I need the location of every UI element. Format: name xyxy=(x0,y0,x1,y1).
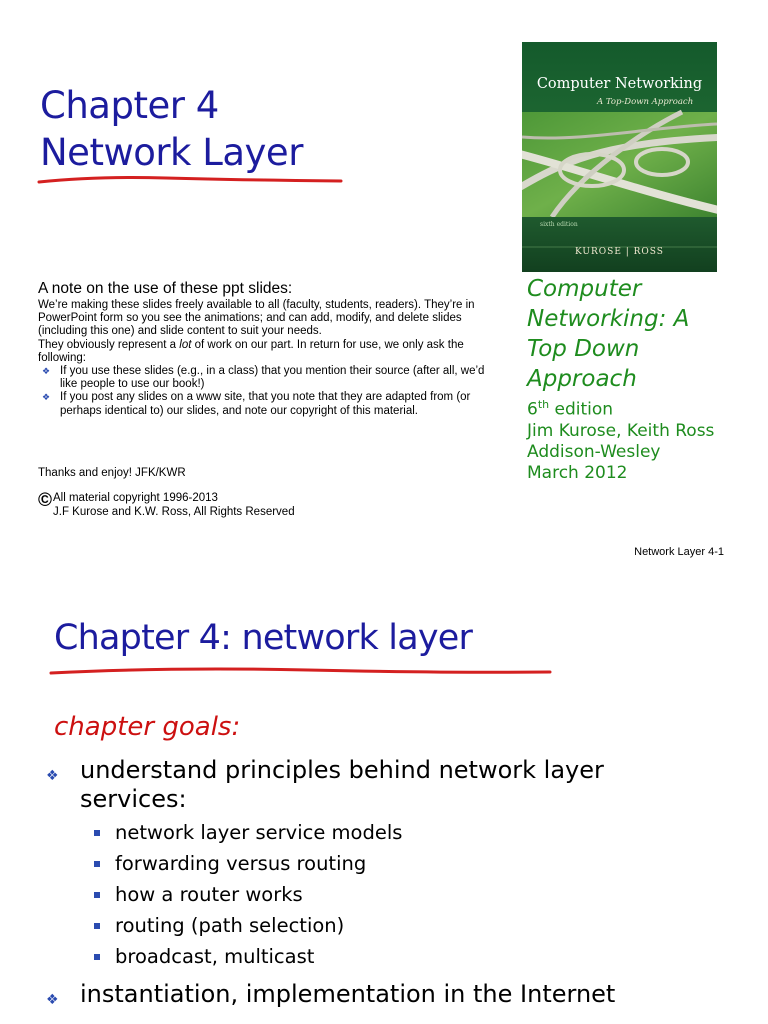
note-paragraph-1: We’re making these slides freely available to all (faculty, students, readers). They’re in PowerPoint form so you see the animations; and can add, modify, and delete slides (including this one) and slide content to suit your needs. xyxy=(38,299,475,338)
copyright-line-2: J.F Kurose and K.W. Ross, All Rights Reserved xyxy=(53,505,295,518)
note-emphasis: lot xyxy=(179,338,192,351)
note-bullet-text: If you use these slides (e.g., in a class) that you mention their source (after all, we’d like people to use our book!) xyxy=(60,365,485,391)
title-line-1: Chapter 4 xyxy=(40,84,219,127)
bullet-item xyxy=(46,980,616,1009)
note-body xyxy=(38,299,488,365)
slide-footer: Network Layer 4-1 xyxy=(634,546,724,558)
diamond-bullet-icon: ❖ xyxy=(42,392,51,403)
title-underline xyxy=(48,664,554,680)
sub-bullet-text: network layer service models xyxy=(115,821,403,844)
diamond-bullet-icon: ❖ xyxy=(42,366,51,377)
note-bullet-text: If you post any slides on a www site, that you note that they are adapted from (or perhaps identical to) our slides, and note our copyright of this material. xyxy=(60,391,471,417)
book-title-line: Networking: A xyxy=(527,306,690,332)
bullet-text: instantiation, implementation in the Internet xyxy=(80,980,616,1008)
book-edition xyxy=(527,394,714,421)
book-publisher: Addison-Wesley xyxy=(527,441,661,462)
bullet-text: understand principles behind network layer xyxy=(80,756,604,784)
square-bullet-icon xyxy=(94,830,100,836)
cover-edition: sixth edition xyxy=(540,221,578,228)
note-paragraph-2 xyxy=(38,339,488,365)
slide-2 xyxy=(0,596,768,1024)
sub-bullet-item xyxy=(115,821,402,844)
title-line-2: Network Layer xyxy=(40,131,303,174)
sub-bullet-text: routing (path selection) xyxy=(115,914,345,937)
edition-word: edition xyxy=(549,399,614,420)
goals-heading: chapter goals: xyxy=(54,712,241,742)
note-text: They obviously represent a xyxy=(38,338,180,351)
usage-note xyxy=(38,280,488,418)
edition-number: 6 xyxy=(527,399,538,420)
slide-title xyxy=(40,82,303,176)
book-title-line: Approach xyxy=(527,366,637,392)
square-bullet-icon xyxy=(94,892,100,898)
note-bullet-item xyxy=(42,391,488,417)
square-bullet-icon xyxy=(94,954,100,960)
copyright-line-1: All material copyright 1996-2013 xyxy=(53,492,218,504)
copyright-symbol: © xyxy=(38,490,52,511)
bullet-text: services: xyxy=(80,785,187,813)
book-info xyxy=(527,274,714,484)
thanks-text: Thanks and enjoy! JFK/KWR xyxy=(38,467,186,479)
square-bullet-icon xyxy=(94,923,100,929)
diamond-bullet-icon: ❖ xyxy=(46,992,59,1008)
note-bullet-item xyxy=(42,365,488,391)
book-title-line: Computer xyxy=(527,276,642,302)
cover-subtitle: A Top-Down Approach xyxy=(597,97,694,107)
sub-bullet-item xyxy=(115,945,314,968)
sub-bullet-text: forwarding versus routing xyxy=(115,852,367,875)
copyright-notice xyxy=(38,492,295,519)
book-authors: Jim Kurose, Keith Ross xyxy=(527,420,715,441)
note-bullet-list xyxy=(38,365,488,418)
title-underline xyxy=(36,172,346,188)
sub-bullet-item xyxy=(115,883,303,906)
square-bullet-icon xyxy=(94,861,100,867)
cover-authors: KUROSE | ROSS xyxy=(575,247,664,257)
sub-bullet-text: how a router works xyxy=(115,883,303,906)
edition-suffix: th xyxy=(537,398,550,411)
note-text: of work on our part. In return for use, we only ask the following: xyxy=(38,338,464,364)
slide-title: Chapter 4: network layer xyxy=(54,618,473,658)
bullet-item xyxy=(46,756,604,814)
sub-bullet-item xyxy=(115,914,344,937)
sub-bullet-text: broadcast, multicast xyxy=(115,945,315,968)
book-cover-image xyxy=(522,42,717,272)
sub-bullet-item xyxy=(115,852,366,875)
note-heading: A note on the use of these ppt slides: xyxy=(38,280,293,297)
diamond-bullet-icon: ❖ xyxy=(46,768,59,784)
cover-title: Computer Networking xyxy=(536,76,703,92)
book-title-line: Top Down xyxy=(527,336,640,362)
book-date: March 2012 xyxy=(527,462,628,483)
